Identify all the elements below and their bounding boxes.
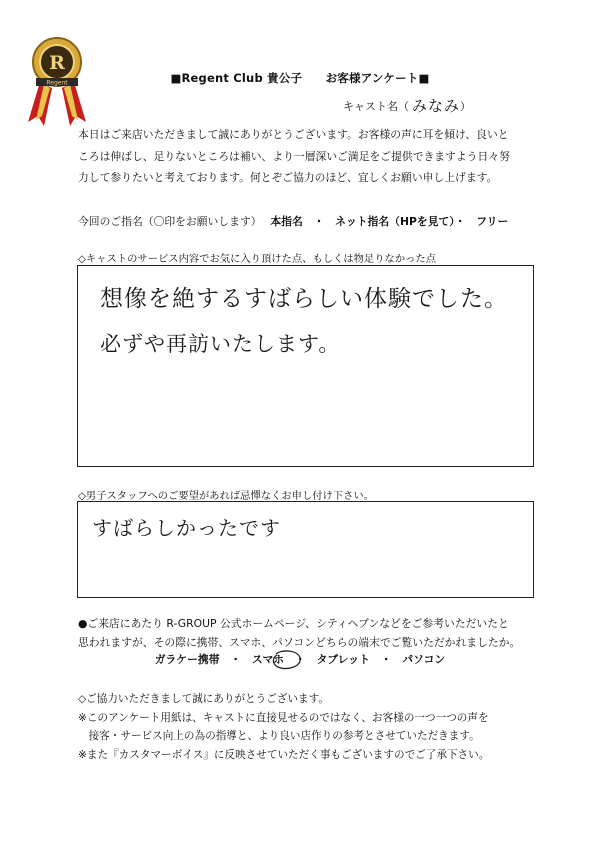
- cast-label: キャスト名（: [343, 99, 409, 113]
- page-title: ■Regent Club 貴公子 お客様アンケート■: [170, 71, 430, 85]
- intro-line: 本日はご来店いただきまして誠にありがとうございます。お客様の声に耳を傾け、良いと: [78, 128, 509, 141]
- intro-line: ころは伸ばし、足りないところは補い、より一層深いご満足をご提供できますよう日々努: [78, 149, 510, 163]
- footer-notes: [78, 690, 548, 765]
- cast-name: みなみ: [412, 97, 461, 115]
- question2-answer-box[interactable]: [77, 501, 534, 598]
- device-question-line: ●ご来店にあたり R-GROUP 公式ホームページ、シティヘブンなどをご参考いただいたと: [78, 617, 509, 630]
- question1-label: ◇キャストのサービス内容でお気に入り頂けた点、もしくは物足りなかった点: [78, 253, 437, 265]
- intro-line: 力して参りたいと考えております。何とぞご協力のほど、宜しくお願い申し上げます。: [78, 171, 498, 184]
- footer-line: 接客・サービス向上の為の指導と、より良い店作りの参考とさせていただきます。: [78, 730, 480, 743]
- selected-circle-mark: [268, 648, 306, 672]
- device-options[interactable]: ガラケー携帯 ・ スマホ ・ タブレット ・ パソコン: [154, 653, 446, 666]
- designation-options[interactable]: 本指名 ・ ネット指名（HPを見て）・ フリー: [270, 215, 509, 228]
- cast-name-row: [343, 95, 471, 116]
- svg-text:R: R: [49, 52, 65, 74]
- question1-answer-line: 想像を絶するすばらしい体験でした。: [100, 286, 508, 312]
- footer-line: ◇ご協力いただきまして誠にありがとうございます。: [78, 693, 329, 705]
- question2-label: ◇男子スタッフへのご要望があれば忌憚なくお申し付け下さい。: [78, 490, 375, 502]
- footer-line: ※このアンケート用紙は、キャストに直接見せるのではなく、お客様の一つ一つの声を: [78, 711, 489, 724]
- intro-text: [78, 124, 528, 189]
- question1-answer-line: 必ずや再訪いたします。: [100, 332, 341, 356]
- question1-answer-box[interactable]: [77, 265, 534, 467]
- device-question: [78, 615, 538, 652]
- designation-prompt: 今回のご指名（〇印をお願いします）: [78, 215, 267, 228]
- svg-text:Regent: Regent: [46, 79, 68, 87]
- designation-row: [78, 214, 508, 229]
- cast-close: ）: [460, 99, 472, 113]
- device-question-line: 思われますが、その際に携帯、スマホ、パソコンどちらの端末でご覧いただかれましたか。: [78, 635, 521, 649]
- question2-answer: すばらしかったです: [92, 516, 281, 540]
- footer-line: ※また『カスタマーボイス』に反映させていただく事もございますのでご了承下さい。: [78, 749, 490, 762]
